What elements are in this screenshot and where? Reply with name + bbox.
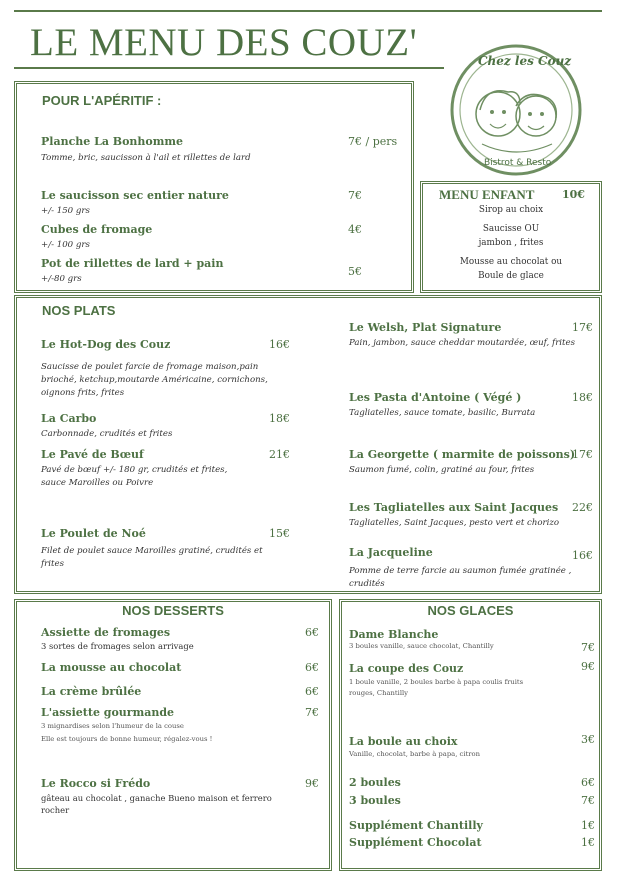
aperitif-item-desc: +/- 150 grs [41,206,90,216]
dessert-price: 9€ [305,777,319,790]
glace-name: 3 boules [349,794,401,807]
plat-desc: Saumon fumé, colin, gratiné au four, frites [349,465,535,475]
plat-desc: Pavé de bœuf +/- 180 gr, crudités et frites, sauce Maroilles ou Poivre [41,465,228,488]
dessert-price: 6€ [305,685,319,698]
plat-desc: Pomme de terre farcie au saumon fumée gratinée , crudités [349,566,572,589]
plat-price: 18€ [269,412,290,425]
menu-enfant-line: Sirop au choix [478,205,544,215]
glace-name: Supplément Chocolat [349,836,482,849]
dessert-price: 7€ [305,706,319,719]
logo [436,40,596,180]
plat-desc: Tagliatelles, sauce tomate, basilic, Burrata [349,408,536,418]
plat-name: Le Poulet de Noé [41,527,146,540]
header-rule [14,67,444,69]
aperitif-item-price: 7€ [348,189,362,202]
plat-name: Le Pavé de Bœuf [41,448,144,461]
glace-name: 2 boules [349,776,401,789]
aperitif-item-name: Cubes de fromage [41,223,153,236]
desserts-heading: NOS DESSERTS [122,603,224,618]
aperitif-item-name: Planche La Bonhomme [41,135,184,148]
aperitif-item-name: Pot de rillettes de lard + pain [41,257,224,270]
glaces-heading: NOS GLACES [427,603,514,618]
plat-name: La Carbo [41,412,97,425]
logo-top-text: Chez les Couz [478,54,572,68]
plat-price: 21€ [269,448,290,461]
dessert-name: Le Rocco si Frédo [41,777,151,790]
plat-desc: Tagliatelles, Saint Jacques, pesto vert et chorizo [349,518,560,528]
aperitif-heading: POUR L'APÉRITIF : [42,93,162,108]
aperitif-item-name: Le saucisson sec entier nature [41,189,229,202]
menu-enfant-heading: MENU ENFANT [439,187,535,202]
dessert-name: Assiette de fromages [41,626,171,639]
aperitif-item-desc: +/-80 grs [41,274,82,284]
glace-price: 1€ [581,836,595,849]
glace-price: 9€ [581,660,595,673]
menu-enfant-price: 10€ [562,188,585,201]
dessert-name: La crème brûlée [41,685,142,698]
aperitif-item-price: 5€ [348,265,362,278]
glace-desc: Vanille, chocolat, barbe à papa, citron [349,750,480,758]
dessert-desc: Elle est toujours de bonne humeur, régalez-vous ! [41,735,213,743]
plat-price: 18€ [572,391,593,404]
dessert-desc: 3 sortes de fromages selon arrivage [41,641,194,651]
plat-price: 16€ [269,338,290,351]
plat-price: 17€ [572,321,593,334]
aperitif-item-price: 4€ [348,223,362,236]
plat-price: 15€ [269,527,290,540]
plat-desc: Pain, jambon, sauce cheddar moutardée, œuf, frites [349,338,576,348]
plat-desc: Saucisse de poulet farcie de fromage maison,pain brioché, ketchup,moutarde Américaine, cornichons, oignons frits, frites [41,362,268,398]
menu-enfant-line: jambon , frites [478,238,544,248]
glace-desc: 1 boule vanille, 2 boules barbe à papa coulis fruits rouges, Chantilly [349,678,524,697]
aperitif-item-desc: Tomme, bric, saucisson à l'ail et rillettes de lard [41,153,251,163]
dessert-name: L'assiette gourmande [41,706,175,719]
top-rule [14,10,602,12]
glace-name: Supplément Chantilly [349,819,483,832]
plat-name: Le Welsh, Plat Signature [349,321,502,334]
logo-bottom-text: Bistrot & Resto [484,158,552,168]
aperitif-item-price: 7€ / pers [348,135,398,148]
plat-name: Le Hot-Dog des Couz [41,338,171,351]
dessert-desc: 3 mignardises selon l'humeur de la couse [41,722,184,730]
plat-name: Les Tagliatelles aux Saint Jacques [349,501,559,514]
dessert-desc: gâteau au chocolat , ganache Bueno maison et ferrero rocher [41,793,272,815]
menu-enfant-line: Mousse au chocolat ou [459,257,563,267]
plat-price: 17€ [572,448,593,461]
dessert-name: La mousse au chocolat [41,661,182,674]
plat-price: 22€ [572,501,593,514]
glace-price: 7€ [581,794,595,807]
dessert-price: 6€ [305,626,319,639]
glace-name: Dame Blanche [349,628,439,641]
plat-desc: Carbonnade, crudités et frites [41,429,173,439]
glace-name: La coupe des Couz [349,662,464,675]
glace-name: La boule au choix [349,735,458,748]
glace-price: 1€ [581,819,595,832]
menu-enfant-line: Boule de glace [478,271,544,281]
plat-name: La Jacqueline [349,546,433,559]
plat-desc: Filet de poulet sauce Maroilles gratiné, crudités et frites [41,546,263,569]
menu-enfant-line: Saucisse OU [482,224,540,234]
plat-name: La Georgette ( marmite de poissons) [349,448,576,461]
plat-name: Les Pasta d'Antoine ( Végé ) [349,391,522,404]
glace-desc: 3 boules vanille, sauce chocolat, Chantilly [349,642,494,650]
glace-price: 6€ [581,776,595,789]
page-title: LE MENU DES COUZ' [30,21,418,64]
dessert-price: 6€ [305,661,319,674]
plat-price: 16€ [572,549,593,562]
plats-heading: NOS PLATS [42,303,116,318]
glace-price: 7€ [581,641,595,654]
aperitif-item-desc: +/- 100 grs [41,240,90,250]
glace-price: 3€ [581,733,595,746]
